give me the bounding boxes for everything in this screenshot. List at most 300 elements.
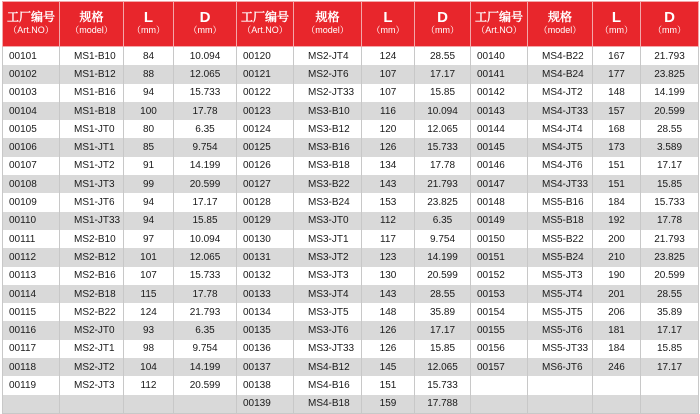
spec-table [2,1,699,414]
length-cell: 151 [593,175,641,193]
art-no-cell: 00154 [471,303,528,321]
diameter-cell: 15.733 [174,267,237,285]
model-cell: MS3-B24 [294,193,362,211]
model-cell: MS1-B10 [60,47,124,66]
header-unit: （model） [538,25,582,35]
header-length-3 [593,2,641,47]
diameter-cell: 20.599 [641,267,699,285]
table-row [3,47,699,66]
model-cell: MS2-B12 [60,248,124,266]
header-unit: （Art.NO） [242,25,288,35]
table-row [3,212,699,230]
art-no-cell: 00134 [237,303,294,321]
length-cell: 143 [362,175,415,193]
header-label: D [664,9,675,26]
model-cell: MS5-JT6 [528,321,593,339]
diameter-cell: 12.065 [415,358,471,376]
length-cell: 124 [362,47,415,66]
model-cell: MS6-JT6 [528,358,593,376]
table-row [3,193,699,211]
header-label: 工厂编号 [474,10,523,24]
model-cell: MS4-JT33 [528,175,593,193]
length-cell: 134 [362,157,415,175]
length-cell: 190 [593,267,641,285]
diameter-cell: 23.825 [415,193,471,211]
header-diameter-2 [415,2,471,47]
table-row [3,340,699,358]
model-cell: MS3-JT33 [294,340,362,358]
art-no-cell: 00102 [3,65,60,83]
header-length-1 [124,2,174,47]
length-cell: 104 [124,358,174,376]
model-cell: MS1-JT33 [60,212,124,230]
diameter-cell: 12.065 [174,248,237,266]
length-cell: 93 [124,321,174,339]
art-no-cell: 00113 [3,267,60,285]
length-cell: 97 [124,230,174,248]
table-row [3,395,699,414]
diameter-cell: 28.55 [415,47,471,66]
table-row [3,138,699,156]
art-no-cell: 00110 [3,212,60,230]
diameter-cell: 28.55 [415,285,471,303]
model-cell: MS5-JT5 [528,303,593,321]
model-cell: MS5-B22 [528,230,593,248]
art-no-cell: 00138 [237,376,294,394]
table-row [3,120,699,138]
diameter-cell: 23.825 [641,65,699,83]
art-no-cell: 00151 [471,248,528,266]
table-row [3,358,699,376]
model-cell: MS3-JT6 [294,321,362,339]
art-no-cell: 00132 [237,267,294,285]
model-cell: MS4-B18 [294,395,362,414]
model-cell: MS3-B10 [294,102,362,120]
header-unit: （Art.NO） [8,25,54,35]
header-model-1 [60,2,124,47]
length-cell: 91 [124,157,174,175]
diameter-cell: 9.754 [174,138,237,156]
table-row [3,376,699,394]
model-cell: MS3-B18 [294,157,362,175]
table-header [3,2,699,47]
header-unit: （model） [306,25,349,35]
diameter-cell: 17.17 [641,157,699,175]
art-no-cell: 00157 [471,358,528,376]
length-cell: 126 [362,340,415,358]
art-no-cell: 00111 [3,230,60,248]
diameter-cell: 3.589 [641,138,699,156]
header-art-no-2 [237,2,294,47]
art-no-cell: 00126 [237,157,294,175]
table-row [3,84,699,102]
model-cell: MS1-JT1 [60,138,124,156]
length-cell: 107 [362,84,415,102]
diameter-cell: 6.35 [174,321,237,339]
art-no-cell: 00123 [237,102,294,120]
diameter-cell: 21.793 [641,230,699,248]
length-cell: 151 [362,376,415,394]
length-cell: 184 [593,193,641,211]
diameter-cell: 6.35 [415,212,471,230]
diameter-cell: 20.599 [415,267,471,285]
diameter-cell: 9.754 [174,340,237,358]
diameter-cell: 20.599 [174,175,237,193]
art-no-cell: 00112 [3,248,60,266]
diameter-cell: 35.89 [641,303,699,321]
model-cell: MS5-JT33 [528,340,593,358]
header-unit: （Art.NO） [476,25,522,35]
diameter-cell: 6.35 [174,120,237,138]
diameter-cell: 17.17 [641,358,699,376]
diameter-cell: 21.793 [415,175,471,193]
art-no-cell: 00140 [471,47,528,66]
art-no-cell: 00150 [471,230,528,248]
table-body [3,47,699,414]
diameter-cell: 15.85 [415,84,471,102]
model-cell: MS4-B24 [528,65,593,83]
length-cell: 124 [124,303,174,321]
length-cell: 143 [362,285,415,303]
art-no-cell: 00149 [471,212,528,230]
art-no-cell: 00155 [471,321,528,339]
art-no-cell: 00147 [471,175,528,193]
diameter-cell: 28.55 [641,285,699,303]
art-no-cell: 00107 [3,157,60,175]
model-cell: MS3-JT0 [294,212,362,230]
model-cell: MS1-JT3 [60,175,124,193]
header-label: 规格 [315,10,340,24]
length-cell: 177 [593,65,641,83]
diameter-cell: 17.78 [641,212,699,230]
length-cell: 157 [593,102,641,120]
diameter-cell: 21.793 [174,303,237,321]
art-no-cell: 00133 [237,285,294,303]
header-row [3,2,699,47]
diameter-cell: 15.85 [641,175,699,193]
table-row [3,230,699,248]
art-no-cell: 00135 [237,321,294,339]
table-row [3,102,699,120]
model-cell: MS3-B12 [294,120,362,138]
header-model-3 [528,2,593,47]
art-no-cell: 00128 [237,193,294,211]
table-row [3,175,699,193]
art-no-cell: 00153 [471,285,528,303]
model-cell: MS4-B22 [528,47,593,66]
art-no-cell: 00104 [3,102,60,120]
model-cell: MS4-B12 [294,358,362,376]
header-label: L [143,9,154,26]
length-cell: 98 [124,340,174,358]
art-no-cell: 00109 [3,193,60,211]
art-no-cell: 00115 [3,303,60,321]
diameter-cell: 14.199 [174,157,237,175]
length-cell [124,395,174,414]
length-cell: 201 [593,285,641,303]
model-cell: MS1-JT6 [60,193,124,211]
art-no-cell: 00139 [237,395,294,414]
diameter-cell: 15.733 [174,84,237,102]
table-row [3,321,699,339]
header-label: 规格 [547,10,572,24]
diameter-cell: 23.825 [641,248,699,266]
art-no-cell: 00131 [237,248,294,266]
diameter-cell: 15.85 [174,212,237,230]
model-cell: MS4-JT33 [528,102,593,120]
header-unit: （mm） [371,25,405,35]
header-art-no-1 [3,2,60,47]
header-diameter-1 [174,2,237,47]
header-label: L [383,9,393,26]
model-cell [60,395,124,414]
art-no-cell: 00127 [237,175,294,193]
art-no-cell [471,376,528,394]
art-no-cell: 00118 [3,358,60,376]
art-no-cell: 00146 [471,157,528,175]
model-cell: MS5-B16 [528,193,593,211]
model-cell: MS3-B22 [294,175,362,193]
diameter-cell: 28.55 [641,120,699,138]
art-no-cell: 00116 [3,321,60,339]
diameter-cell [641,376,699,394]
diameter-cell: 17.17 [415,65,471,83]
model-cell: MS1-JT2 [60,157,124,175]
length-cell: 130 [362,267,415,285]
length-cell: 192 [593,212,641,230]
model-cell: MS4-JT6 [528,157,593,175]
model-cell: MS2-JT3 [60,376,124,394]
header-unit: （mm） [653,25,686,35]
length-cell: 126 [362,321,415,339]
art-no-cell: 00143 [471,102,528,120]
model-cell: MS1-B12 [60,65,124,83]
header-label: L [611,9,622,26]
art-no-cell: 00106 [3,138,60,156]
header-art-no-3 [471,2,528,47]
table-row [3,267,699,285]
model-cell: MS5-B18 [528,212,593,230]
length-cell: 116 [362,102,415,120]
header-unit: （mm） [600,25,633,35]
length-cell: 206 [593,303,641,321]
diameter-cell: 15.733 [641,193,699,211]
diameter-cell [641,395,699,414]
diameter-cell: 12.065 [415,120,471,138]
art-no-cell: 00124 [237,120,294,138]
model-cell: MS3-JT3 [294,267,362,285]
model-cell: MS2-JT0 [60,321,124,339]
header-diameter-3 [641,2,699,47]
length-cell: 184 [593,340,641,358]
table-row [3,285,699,303]
model-cell: MS5-B24 [528,248,593,266]
length-cell: 173 [593,138,641,156]
model-cell: MS3-JT5 [294,303,362,321]
length-cell: 145 [362,358,415,376]
art-no-cell: 00122 [237,84,294,102]
header-unit: （model） [70,25,113,35]
model-cell: MS1-B18 [60,102,124,120]
model-cell: MS2-JT6 [294,65,362,83]
art-no-cell: 00119 [3,376,60,394]
model-cell: MS5-JT3 [528,267,593,285]
length-cell: 123 [362,248,415,266]
art-no-cell: 00120 [237,47,294,66]
model-cell: MS1-B16 [60,84,124,102]
header-label: D [437,9,448,26]
art-no-cell [3,395,60,414]
length-cell: 148 [362,303,415,321]
length-cell: 107 [124,267,174,285]
diameter-cell: 10.094 [415,102,471,120]
length-cell: 120 [362,120,415,138]
model-cell [528,395,593,414]
diameter-cell: 17.78 [174,285,237,303]
diameter-cell: 17.78 [415,157,471,175]
art-no-cell: 00141 [471,65,528,83]
model-cell: MS3-JT4 [294,285,362,303]
diameter-cell: 14.199 [174,358,237,376]
model-cell: MS3-JT2 [294,248,362,266]
diameter-cell: 15.733 [415,138,471,156]
diameter-cell: 17.17 [641,321,699,339]
length-cell: 99 [124,175,174,193]
model-cell: MS4-JT2 [528,84,593,102]
model-cell: MS4-B16 [294,376,362,394]
model-cell: MS1-JT0 [60,120,124,138]
diameter-cell: 35.89 [415,303,471,321]
length-cell: 210 [593,248,641,266]
length-cell: 151 [593,157,641,175]
length-cell [593,376,641,394]
table-row [3,303,699,321]
model-cell: MS2-B10 [60,230,124,248]
diameter-cell [174,395,237,414]
art-no-cell: 00152 [471,267,528,285]
art-no-cell: 00136 [237,340,294,358]
length-cell [593,395,641,414]
diameter-cell: 17.78 [174,102,237,120]
length-cell: 159 [362,395,415,414]
art-no-cell: 00121 [237,65,294,83]
art-no-cell: 00105 [3,120,60,138]
diameter-cell: 20.599 [174,376,237,394]
art-no-cell: 00144 [471,120,528,138]
length-cell: 112 [362,212,415,230]
table-row [3,248,699,266]
art-no-cell: 00108 [3,175,60,193]
header-unit: （mm） [426,25,459,35]
length-cell: 100 [124,102,174,120]
diameter-cell: 17.788 [415,395,471,414]
table-row [3,157,699,175]
diameter-cell: 14.199 [641,84,699,102]
model-cell: MS2-JT4 [294,47,362,66]
header-label: 工厂编号 [6,10,55,24]
length-cell: 88 [124,65,174,83]
diameter-cell: 9.754 [415,230,471,248]
header-label: 规格 [79,10,104,24]
header-label: 工厂编号 [240,10,289,24]
diameter-cell: 15.733 [415,376,471,394]
diameter-cell: 12.065 [174,65,237,83]
art-no-cell: 00137 [237,358,294,376]
diameter-cell: 14.199 [415,248,471,266]
model-cell: MS2-B16 [60,267,124,285]
art-no-cell: 00148 [471,193,528,211]
diameter-cell: 20.599 [641,102,699,120]
length-cell: 85 [124,138,174,156]
length-cell: 168 [593,120,641,138]
length-cell: 148 [593,84,641,102]
art-no-cell: 00117 [3,340,60,358]
model-cell: MS3-B16 [294,138,362,156]
model-cell: MS5-JT4 [528,285,593,303]
diameter-cell: 10.094 [174,230,237,248]
diameter-cell: 10.094 [174,47,237,66]
art-no-cell: 00101 [3,47,60,66]
length-cell: 80 [124,120,174,138]
length-cell: 84 [124,47,174,66]
art-no-cell: 00145 [471,138,528,156]
diameter-cell: 15.85 [415,340,471,358]
model-cell [528,376,593,394]
table-row [3,65,699,83]
length-cell: 101 [124,248,174,266]
length-cell: 94 [124,212,174,230]
header-label: D [199,9,211,26]
length-cell: 94 [124,193,174,211]
model-cell: MS2-B18 [60,285,124,303]
art-no-cell: 00156 [471,340,528,358]
length-cell: 200 [593,230,641,248]
header-length-2 [362,2,415,47]
diameter-cell: 15.85 [641,340,699,358]
art-no-cell: 00125 [237,138,294,156]
length-cell: 107 [362,65,415,83]
art-no-cell [471,395,528,414]
length-cell: 153 [362,193,415,211]
length-cell: 94 [124,84,174,102]
model-cell: MS2-JT33 [294,84,362,102]
model-cell: MS4-JT4 [528,120,593,138]
diameter-cell: 21.793 [641,47,699,66]
header-unit: （mm） [132,25,165,35]
model-cell: MS4-JT5 [528,138,593,156]
art-no-cell: 00130 [237,230,294,248]
length-cell: 181 [593,321,641,339]
length-cell: 167 [593,47,641,66]
model-cell: MS2-JT2 [60,358,124,376]
model-cell: MS3-JT1 [294,230,362,248]
length-cell: 117 [362,230,415,248]
diameter-cell: 17.17 [174,193,237,211]
length-cell: 115 [124,285,174,303]
art-no-cell: 00129 [237,212,294,230]
length-cell: 112 [124,376,174,394]
model-cell: MS2-JT1 [60,340,124,358]
art-no-cell: 00103 [3,84,60,102]
art-no-cell: 00142 [471,84,528,102]
header-unit: （mm） [188,25,222,35]
diameter-cell: 17.17 [415,321,471,339]
length-cell: 246 [593,358,641,376]
header-model-2 [294,2,362,47]
length-cell: 126 [362,138,415,156]
art-no-cell: 00114 [3,285,60,303]
model-cell: MS2-B22 [60,303,124,321]
